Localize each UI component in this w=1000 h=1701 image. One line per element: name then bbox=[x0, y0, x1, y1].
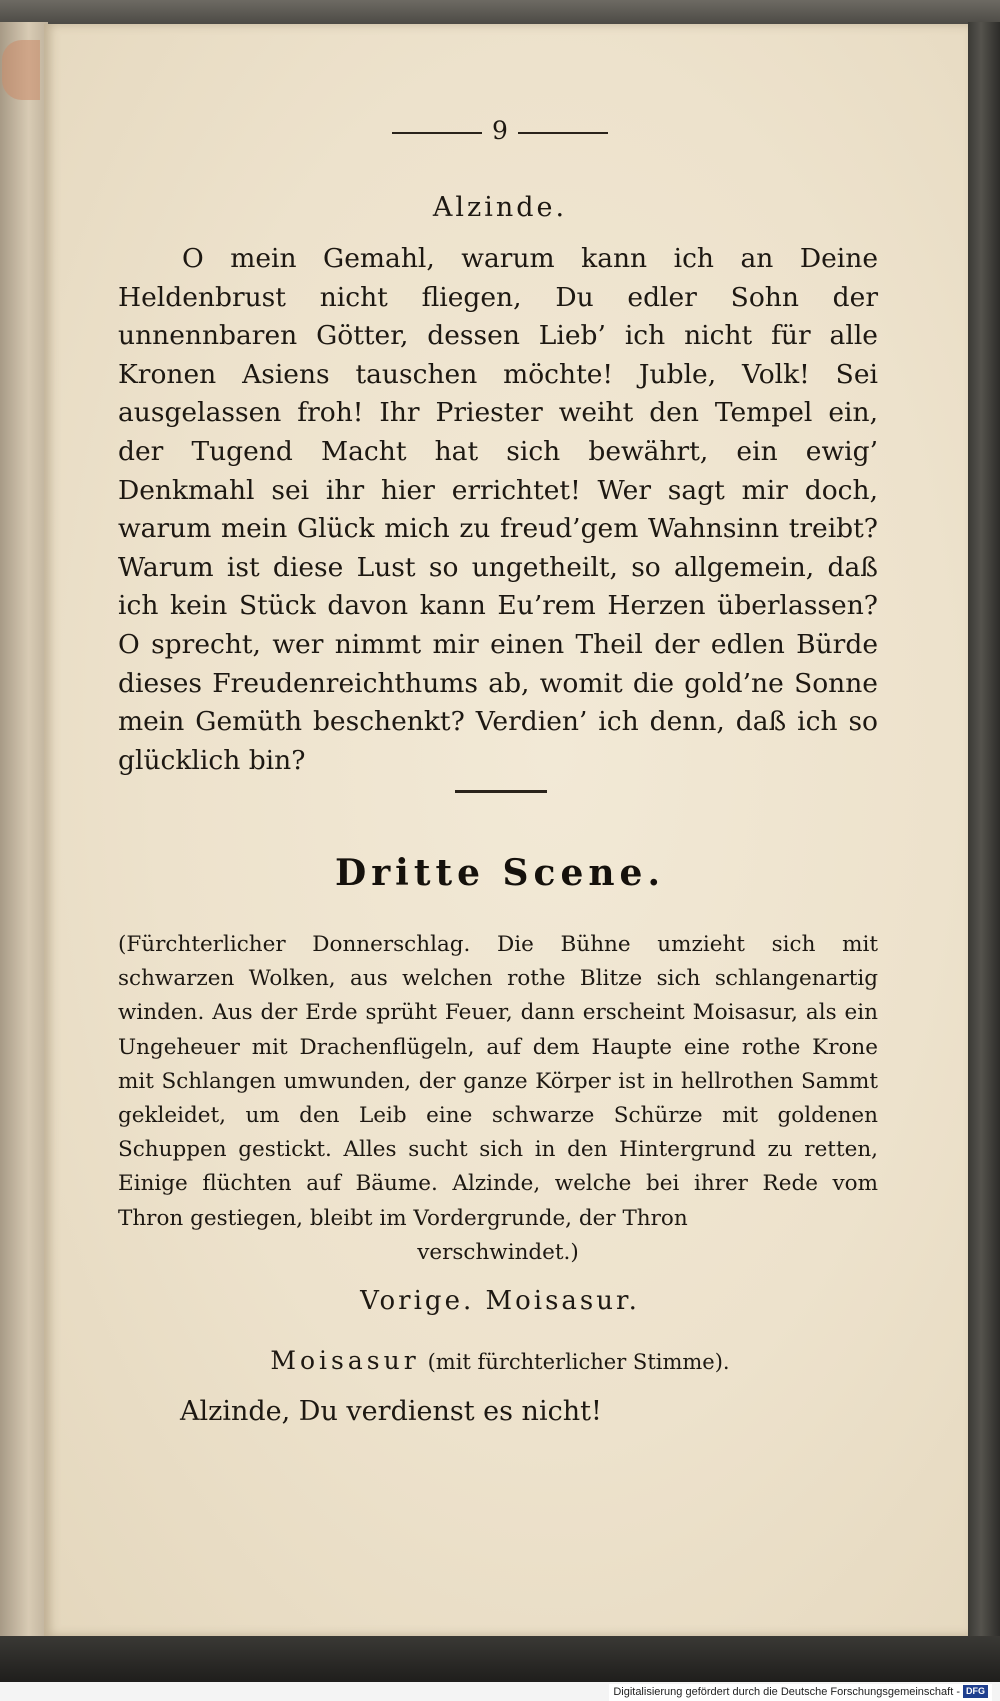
speaker-2-direction: (mit fürchterlicher Stimme). bbox=[427, 1350, 730, 1374]
footer-credit-text: Digitalisierung gefördert durch die Deutsche Forschungsgemeinschaft - bbox=[613, 1686, 960, 1698]
page-number-header bbox=[0, 116, 1000, 145]
scene-title: Dritte Scene. bbox=[335, 852, 665, 894]
stage-direction bbox=[118, 928, 878, 1270]
section-divider bbox=[455, 790, 547, 793]
facing-page-edge bbox=[0, 22, 48, 1642]
footer-credit bbox=[609, 1684, 992, 1701]
page-curl bbox=[2, 40, 40, 100]
dfg-logo: DFG bbox=[963, 1685, 988, 1698]
speech-line-2: Alzinde, Du verdienst es nicht! bbox=[180, 1396, 602, 1427]
page-number: 9 bbox=[492, 116, 508, 145]
book-bottom-edge bbox=[0, 1636, 1000, 1682]
header-rule-left bbox=[392, 132, 482, 134]
book-top-edge bbox=[0, 0, 1000, 26]
header-rule-right bbox=[518, 132, 608, 134]
speech-paragraph: O mein Gemahl, warum kann ich an Deine Heldenbrust nicht fliegen, Du edler Sohn der unnennbaren Götter, dessen Lieb’ ich nicht für alle Kronen Asiens tauschen möchte! Juble, Volk! Sei ausgelassen froh! Ihr Priester weiht den Tempel ein, der Tugend Macht hat sich bewährt, ein ewig’ Denkmahl sei ihr hier errichtet! Wer sagt mir doch, warum mein Glück mich zu freud’gem Wahnsinn treibt? Warum ist diese Lust so ungetheilt, so allgemein, daß ich kein Stück davon kann Eu’rem Herzen überlassen? O sprecht, wer nimmt mir einen Theil der edlen Bürde dieses Freudenreichthums ab, womit die gold’ne Sonne mein Gemüth beschenkt? Verdien’ ich denn, daß ich so glücklich bin? bbox=[118, 243, 878, 776]
speaker-line bbox=[0, 1346, 1000, 1375]
stage-direction-text: (Fürchterlicher Donnerschlag. Die Bühne umzieht sich mit schwarzen Wolken, aus welchen rothe Blitze sich schlangenartig winden. Aus der Erde sprüht Feuer, dann erscheint Moisasur, als ein Ungeheuer mit Drachenflügeln, auf dem Haupte eine rothe Krone mit Schlangen umwunden, der ganze Körper ist in hellrothen Sammt gekleidet, um den Leib eine schwarze Schürze mit goldenen Schuppen gestickt. Alles sucht sich in den Hintergrund zu retten, Einige flüchten auf Bäume. Alzinde, welche bei ihrer Rede vom Thron gestiegen, bleibt im Vordergrunde, der Thron bbox=[118, 932, 878, 1231]
stage-direction-end: verschwindet.) bbox=[417, 1239, 579, 1265]
speaker-2-name: Moisasur bbox=[270, 1346, 420, 1375]
book-right-edge bbox=[968, 22, 1000, 1642]
speaker-name: Alzinde. bbox=[432, 192, 568, 223]
persons-on-stage: Vorige. Moisasur. bbox=[360, 1286, 640, 1316]
